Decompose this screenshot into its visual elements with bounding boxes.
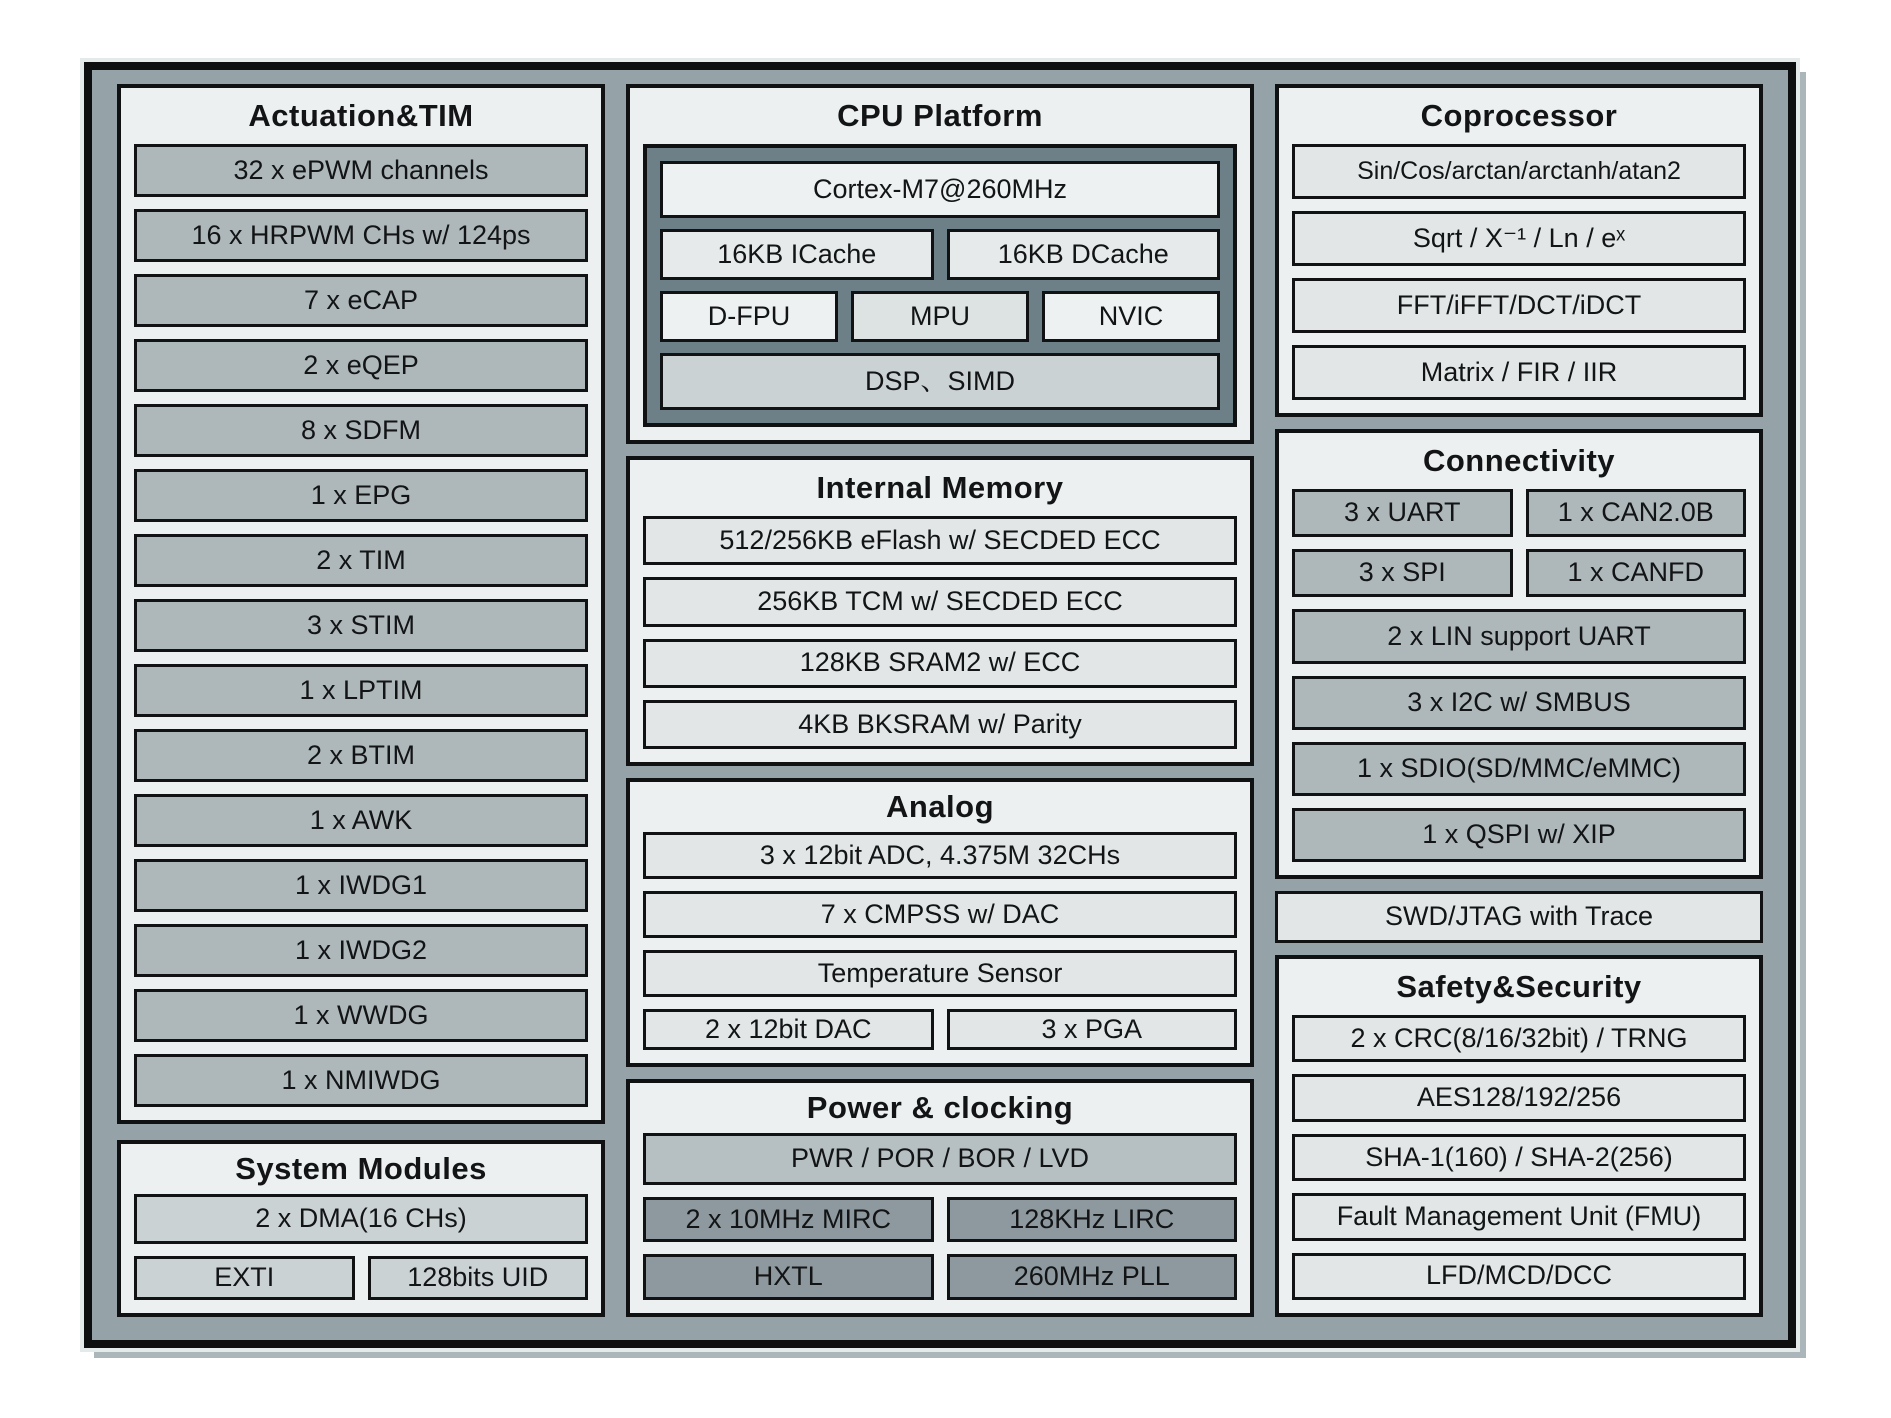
module-block: 3 x 12bit ADC, 4.375M 32CHs [643,832,1237,879]
module-block: 2 x CRC(8/16/32bit) / TRNG [1292,1015,1746,1062]
block-exti: EXTI [134,1256,355,1300]
section-analog [626,778,1254,1067]
module-block: 32 x ePWM channels [134,144,588,197]
section-body [1292,489,1746,862]
block-uid: 128bits UID [368,1256,589,1300]
module-row [643,1254,1237,1300]
module-block: 256KB TCM w/ SECDED ECC [643,577,1237,626]
module-block: 7 x CMPSS w/ DAC [643,891,1237,938]
section-system-modules [117,1140,605,1317]
section-title: Connectivity [1422,443,1616,478]
section-body [134,144,588,1107]
section-title: Safety&Security [1396,969,1642,1004]
module-block: 1 x IWDG2 [134,924,588,977]
section-body [643,1133,1237,1300]
cpu-core-container [643,144,1237,427]
module-block: 4KB BKSRAM w/ Parity [643,700,1237,749]
module-block: 1 x LPTIM [134,664,588,717]
block-pga: 3 x PGA [947,1009,1238,1050]
module-block: 3 x I2C w/ SMBUS [1292,676,1746,730]
module-block: SHA-1(160) / SHA-2(256) [1292,1134,1746,1181]
block-pwr-por-bor-lvd: PWR / POR / BOR / LVD [643,1133,1237,1185]
block-cortex-core: Cortex-M7@260MHz [660,161,1220,218]
section-title: Actuation&TIM [248,98,474,133]
module-block: 1 x AWK [134,794,588,847]
block-dcache: 16KB DCache [947,229,1221,280]
section-actuation-tim [117,84,605,1124]
module-row [1292,489,1746,537]
module-block: 1 x SDIO(SD/MMC/eMMC) [1292,742,1746,796]
module-block: AES128/192/256 [1292,1074,1746,1121]
block-hxtl: HXTL [643,1254,934,1300]
module-row [643,1197,1237,1243]
section-body [1292,1015,1746,1300]
block-nvic: NVIC [1042,291,1220,342]
section-body [643,832,1237,1050]
module-block: 2 x eQEP [134,339,588,392]
section-title: CPU Platform [837,98,1043,133]
module-block: 128KB SRAM2 w/ ECC [643,639,1237,688]
module-block: 3 x STIM [134,599,588,652]
section-internal-memory [626,456,1254,766]
section-title: System Modules [235,1151,487,1186]
module-block: 1 x QSPI w/ XIP [1292,808,1746,862]
module-block: Sqrt / X⁻¹ / Ln / eˣ [1292,211,1746,266]
section-body [643,516,1237,749]
section-title: Coprocessor [1420,98,1618,133]
module-block: 8 x SDFM [134,404,588,457]
section-coprocessor [1275,84,1763,417]
module-block: FFT/iFFT/DCT/iDCT [1292,278,1746,333]
module-block: 16 x HRPWM CHs w/ 124ps [134,209,588,262]
block-canfd: 1 x CANFD [1526,549,1747,597]
block-can20b: 1 x CAN2.0B [1526,489,1747,537]
module-row [134,1256,588,1300]
chip-outline [84,62,1796,1348]
module-block: 1 x NMIWDG [134,1054,588,1107]
module-row [660,291,1220,342]
section-connectivity [1275,429,1763,879]
section-body [134,1194,588,1300]
module-block: Temperature Sensor [643,950,1237,997]
column-middle [626,84,1254,1317]
section-body [1292,144,1746,400]
block-lirc: 128KHz LIRC [947,1197,1238,1243]
section-title: Power & clocking [806,1090,1074,1125]
column-right [1275,84,1763,1317]
module-row [643,1009,1237,1050]
module-block: 2 x TIM [134,534,588,587]
block-pll: 260MHz PLL [947,1254,1238,1300]
module-block: 1 x EPG [134,469,588,522]
block-swd-jtag: SWD/JTAG with Trace [1275,891,1763,943]
section-cpu-platform [626,84,1254,444]
block-dac: 2 x 12bit DAC [643,1009,934,1050]
module-block: 7 x eCAP [134,274,588,327]
section-title: Analog [885,789,995,824]
block-spi: 3 x SPI [1292,549,1513,597]
module-row [1292,549,1746,597]
module-block: 2 x LIN support UART [1292,609,1746,663]
block-mpu: MPU [851,291,1029,342]
module-block: Matrix / FIR / IIR [1292,345,1746,400]
module-block: Fault Management Unit (FMU) [1292,1193,1746,1240]
module-block: 2 x BTIM [134,729,588,782]
section-safety-security [1275,955,1763,1317]
module-block: LFD/MCD/DCC [1292,1253,1746,1300]
block-uart: 3 x UART [1292,489,1513,537]
block-icache: 16KB ICache [660,229,934,280]
module-block: 1 x IWDG1 [134,859,588,912]
module-block: 512/256KB eFlash w/ SECDED ECC [643,516,1237,565]
block-dfpu: D-FPU [660,291,838,342]
section-title: Internal Memory [816,470,1064,505]
column-left [117,84,605,1317]
section-power-clocking [626,1079,1254,1317]
module-block: Sin/Cos/arctan/arctanh/atan2 [1292,144,1746,199]
block-mirc: 2 x 10MHz MIRC [643,1197,934,1243]
block-dma: 2 x DMA(16 CHs) [134,1194,588,1244]
block-dsp-simd: DSP、SIMD [660,353,1220,410]
module-block: 1 x WWDG [134,989,588,1042]
module-row [660,229,1220,280]
